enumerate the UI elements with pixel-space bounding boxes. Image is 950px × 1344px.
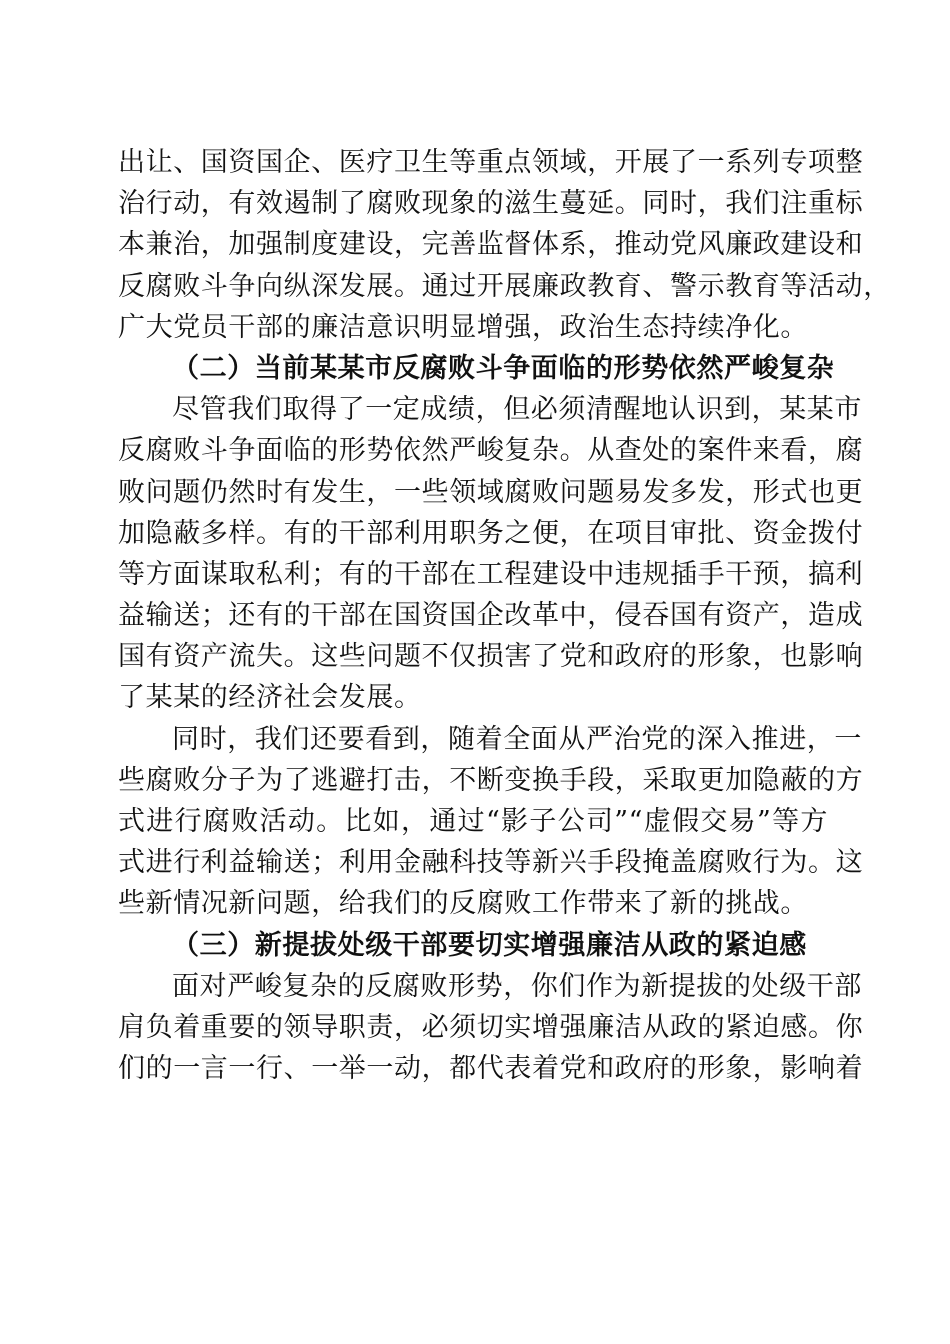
document-body [118,142,891,1089]
body-line: 些腐败分子为了逃避打击，不断变换手段，采取更加隐蔽的方 [118,764,864,796]
paragraph-first-line: 同时，我们还要看到，随着全面从严治党的深入推进，一 [172,723,862,755]
body-line: 治行动，有效遏制了腐败现象的滋生蔓延。同时，我们注重标 [118,188,864,220]
body-line: 了某某的经济社会发展。 [118,682,422,714]
body-line: 反腐败斗争面临的形势依然严峻复杂。从查处的案件来看，腐 [118,435,864,467]
body-line: 肩负着重要的领导职责，必须切实增强廉洁从政的紧迫感。你 [118,1011,864,1043]
section-heading-3: （三）新提拔处级干部要切实增强廉洁从政的紧迫感 [172,929,807,961]
body-line: 出让、国资国企、医疗卫生等重点领域，开展了一系列专项整 [118,147,864,178]
body-line: 国有资产流失。这些问题不仅损害了党和政府的形象，也影响 [118,641,864,673]
body-line: 们的一言一行、一举一动，都代表着党和政府的形象，影响着 [118,1053,864,1085]
body-line: 广大党员干部的廉洁意识明显增强，政治生态持续净化。 [118,311,808,343]
paragraph-first-line: 尽管我们取得了一定成绩，但必须清醒地认识到，某某市 [172,394,862,426]
body-line: 些新情况新问题，给我们的反腐败工作带来了新的挑战。 [118,888,808,920]
section-heading-2: （二）当前某某市反腐败斗争面临的形势依然严峻复杂 [172,352,835,384]
body-line: 等方面谋取私利；有的干部在工程建设中违规插手干预，搞利 [118,558,864,590]
body-line: 式进行腐败活动。比如，通过“影子公司”“虚假交易”等方 [118,806,828,837]
body-line: 反腐败斗争向纵深发展。通过开展廉政教育、警示教育等活动， [118,270,891,302]
body-line: 式进行利益输送；利用金融科技等新兴手段掩盖腐败行为。这 [118,847,864,879]
body-line: 加隐蔽多样。有的干部利用职务之便，在项目审批、资金拨付 [118,517,864,549]
paragraph-first-line: 面对严峻复杂的反腐败形势，你们作为新提拔的处级干部 [172,970,862,1002]
body-line: 本兼治，加强制度建设，完善监督体系，推动党风廉政建设和 [118,229,864,261]
body-line: 益输送；还有的干部在国资国企改革中，侵吞国有资产，造成 [118,600,864,632]
body-line: 败问题仍然时有发生，一些领域腐败问题易发多发，形式也更 [118,476,864,508]
